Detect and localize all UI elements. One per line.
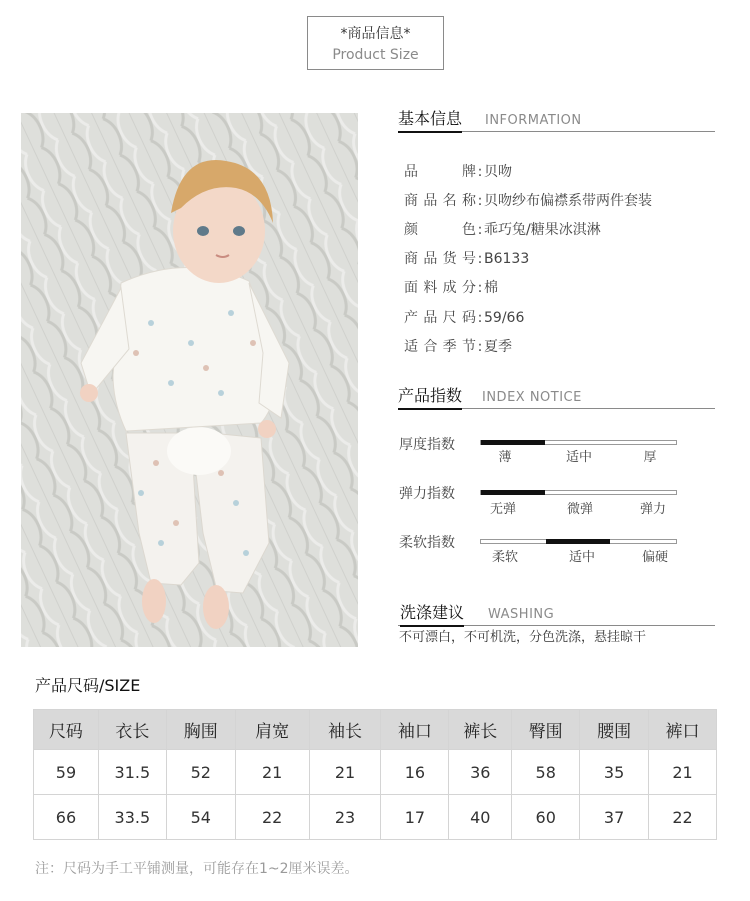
table-row bbox=[34, 750, 717, 795]
info-label: 商品名称 bbox=[404, 193, 476, 209]
size-cell: 22 bbox=[235, 795, 309, 840]
baby-photo-illustration bbox=[21, 113, 358, 647]
thickness-index-label: 厚度指数 bbox=[399, 437, 455, 453]
index-tick: 薄 bbox=[498, 450, 512, 465]
size-header-cell: 裤口 bbox=[649, 710, 717, 750]
product-photo bbox=[21, 113, 358, 647]
washing-subtitle: WASHING bbox=[488, 607, 555, 622]
size-cell: 21 bbox=[235, 750, 309, 795]
size-table-title: 产品尺码/SIZE bbox=[35, 676, 141, 695]
info-label: 适合季节 bbox=[404, 339, 476, 355]
index-tick: 无弹 bbox=[489, 502, 517, 517]
info-label: 颜色 bbox=[404, 222, 476, 238]
size-cell: 40 bbox=[449, 795, 512, 840]
softness-index-bar bbox=[480, 539, 677, 544]
softness-index-label: 柔软指数 bbox=[399, 535, 455, 551]
index-tick: 适中 bbox=[565, 450, 593, 465]
size-header-cell: 臀围 bbox=[512, 710, 580, 750]
index-tick: 柔软 bbox=[491, 550, 519, 565]
size-header-cell: 胸围 bbox=[166, 710, 235, 750]
product-info-title-box bbox=[307, 16, 444, 70]
size-header-cell: 尺码 bbox=[34, 710, 99, 750]
info-value: 59/66 bbox=[484, 310, 525, 326]
info-value: 贝吻 bbox=[484, 164, 512, 180]
index-tick: 弹力 bbox=[639, 502, 667, 517]
size-table bbox=[33, 709, 717, 840]
info-label: 产品尺码 bbox=[404, 310, 476, 326]
size-cell: 59 bbox=[34, 750, 99, 795]
basic-info-subtitle: INFORMATION bbox=[485, 113, 582, 128]
washing-text: 不可漂白，不可机洗，分色洗涤，悬挂晾干 bbox=[399, 630, 647, 645]
size-header-cell: 裤长 bbox=[449, 710, 512, 750]
info-row: 品牌 : 贝吻 bbox=[404, 164, 512, 180]
washing-header bbox=[398, 604, 715, 626]
size-cell: 54 bbox=[166, 795, 235, 840]
info-value: 夏季 bbox=[484, 339, 512, 355]
size-cell: 22 bbox=[649, 795, 717, 840]
index-tick: 厚 bbox=[643, 450, 657, 465]
size-header-cell: 肩宽 bbox=[235, 710, 309, 750]
info-row: 商品货号 : B6133 bbox=[404, 251, 530, 267]
elasticity-index-fill bbox=[481, 490, 545, 495]
table-row bbox=[34, 795, 717, 840]
index-tick: 微弹 bbox=[566, 502, 594, 517]
title-en: Product Size bbox=[332, 47, 419, 63]
index-notice-subtitle: INDEX NOTICE bbox=[482, 390, 582, 405]
size-cell: 36 bbox=[449, 750, 512, 795]
info-value: 乖巧兔/糖果冰淇淋 bbox=[484, 222, 601, 238]
size-cell: 23 bbox=[309, 795, 381, 840]
basic-info-header bbox=[398, 110, 715, 132]
index-tick: 偏硬 bbox=[641, 550, 669, 565]
size-header-cell: 袖口 bbox=[381, 710, 449, 750]
index-notice-header bbox=[398, 387, 715, 409]
size-cell: 58 bbox=[512, 750, 580, 795]
size-cell: 33.5 bbox=[98, 795, 166, 840]
size-cell: 21 bbox=[309, 750, 381, 795]
info-label: 品牌 bbox=[404, 164, 476, 180]
elasticity-index-bar bbox=[480, 490, 677, 495]
info-value: B6133 bbox=[484, 251, 530, 267]
size-header-cell: 腰围 bbox=[580, 710, 649, 750]
info-value: 棉 bbox=[484, 280, 498, 296]
info-label: 商品货号 bbox=[404, 251, 476, 267]
size-header-cell: 袖长 bbox=[309, 710, 381, 750]
info-row: 面料成分 : 棉 bbox=[404, 280, 498, 296]
index-notice-title: 产品指数 bbox=[398, 386, 462, 410]
info-value: 贝吻纱布偏襟系带两件套装 bbox=[484, 193, 652, 209]
info-row: 商品名称 : 贝吻纱布偏襟系带两件套装 bbox=[404, 193, 652, 209]
size-cell: 52 bbox=[166, 750, 235, 795]
info-row: 产品尺码 : 59/66 bbox=[404, 310, 525, 326]
size-cell: 37 bbox=[580, 795, 649, 840]
basic-info-title: 基本信息 bbox=[398, 109, 462, 133]
softness-index-fill bbox=[546, 539, 610, 544]
info-row: 颜色 : 乖巧兔/糖果冰淇淋 bbox=[404, 222, 601, 238]
thickness-index-fill bbox=[481, 440, 545, 445]
size-cell: 16 bbox=[381, 750, 449, 795]
index-tick: 适中 bbox=[568, 550, 596, 565]
size-cell: 31.5 bbox=[98, 750, 166, 795]
size-cell: 66 bbox=[34, 795, 99, 840]
measurement-note: 注：尺码为手工平铺测量，可能存在1~2厘米误差。 bbox=[35, 861, 359, 877]
size-cell: 35 bbox=[580, 750, 649, 795]
info-label: 面料成分 bbox=[404, 280, 476, 296]
info-row: 适合季节 : 夏季 bbox=[404, 339, 512, 355]
thickness-index-bar bbox=[480, 440, 677, 445]
size-table-header-row bbox=[34, 710, 717, 750]
washing-title: 洗涤建议 bbox=[400, 603, 464, 627]
title-cn: *商品信息* bbox=[340, 26, 411, 42]
size-header-cell: 衣长 bbox=[98, 710, 166, 750]
size-cell: 60 bbox=[512, 795, 580, 840]
elasticity-index-label: 弹力指数 bbox=[399, 486, 455, 502]
size-cell: 17 bbox=[381, 795, 449, 840]
size-cell: 21 bbox=[649, 750, 717, 795]
